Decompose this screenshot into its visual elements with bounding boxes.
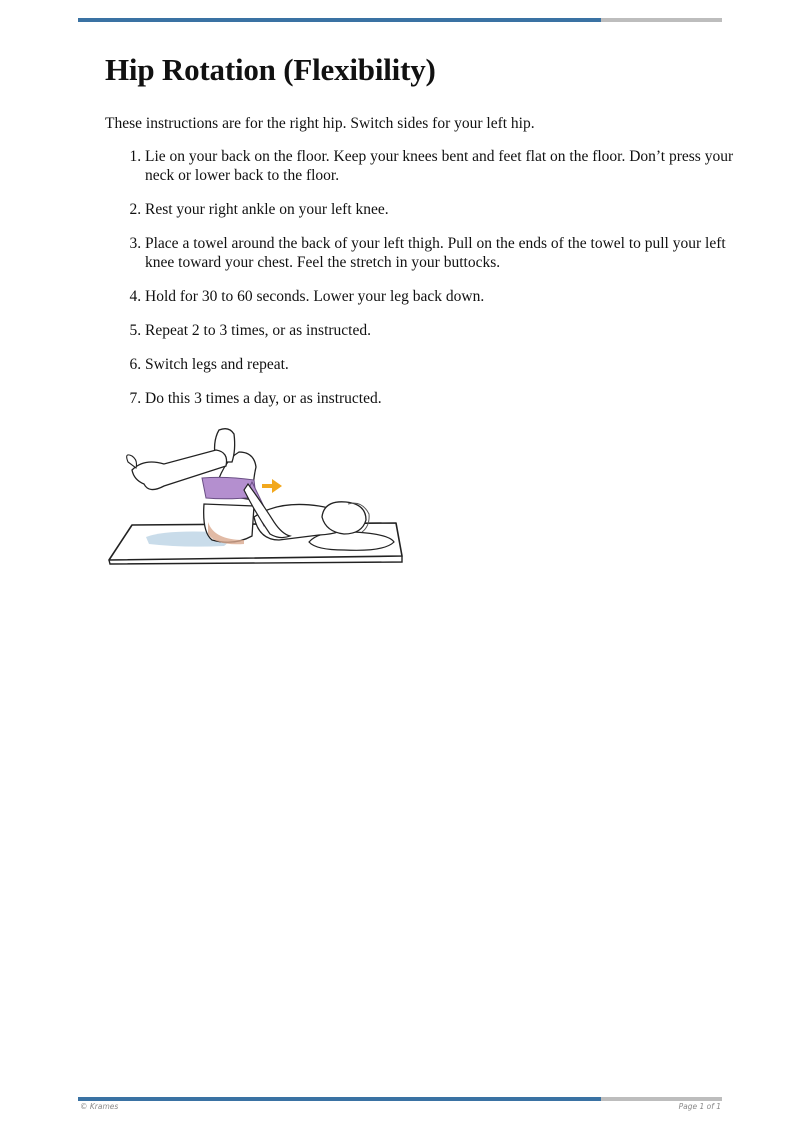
page-number: Page 1 of 1 xyxy=(678,1102,721,1111)
step-item: 2. Rest your right ankle on your left knee. xyxy=(145,200,745,219)
step-item: 4. Hold for 30 to 60 seconds. Lower your leg back down. xyxy=(145,287,745,306)
step-item: 3. Place a towel around the back of your left thigh. Pull on the ends of the towel to pull your left knee toward your chest. Feel the stretch in your buttocks. xyxy=(145,234,745,272)
exercise-illustration xyxy=(104,422,408,568)
step-item: 6. Switch legs and repeat. xyxy=(145,355,745,374)
intro-text: These instructions are for the right hip. Switch sides for your left hip. xyxy=(105,115,535,132)
arrow-icon xyxy=(262,479,282,493)
foot-side xyxy=(127,455,137,468)
copyright-text: © Krames xyxy=(80,1102,119,1111)
header-bar xyxy=(78,18,722,22)
step-item: 5. Repeat 2 to 3 times, or as instructed. xyxy=(145,321,745,340)
header-bar-accent xyxy=(78,18,601,22)
header-bar-rest xyxy=(601,18,722,22)
footer-bar xyxy=(78,1097,722,1101)
footer-bar-rest xyxy=(601,1097,722,1101)
step-item: 7. Do this 3 times a day, or as instructed. xyxy=(145,389,745,408)
footer-bar-accent xyxy=(78,1097,601,1101)
page-title: Hip Rotation (Flexibility) xyxy=(105,52,436,87)
steps-list xyxy=(105,147,745,423)
step-item: 1. Lie on your back on the floor. Keep your knees bent and feet flat on the floor. Don’t press your neck or lower back to the floor. xyxy=(145,147,745,185)
